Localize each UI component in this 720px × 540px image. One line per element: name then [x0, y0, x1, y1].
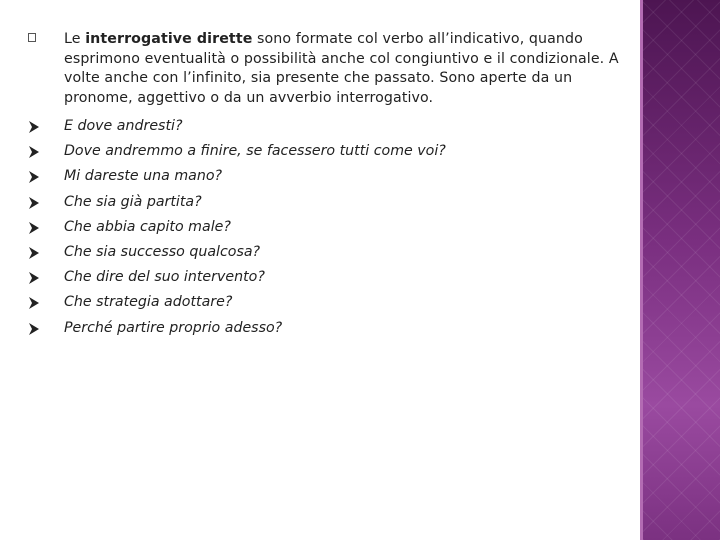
example-text: E dove andresti?: [64, 118, 183, 134]
arrow-bullet-icon: [29, 247, 39, 259]
list-item: [28, 215, 628, 240]
example-text: Perché partire proprio adesso?: [64, 319, 283, 336]
arrow-bullet-icon: [29, 222, 39, 234]
example-text: Che dire del suo intervento?: [64, 269, 265, 286]
example-text: Che abbia capito male?: [64, 218, 231, 235]
list-item: [28, 114, 628, 139]
decorative-side-panel: [640, 0, 720, 540]
list-item: [28, 240, 628, 265]
list-item: [28, 265, 628, 290]
square-bullet-icon: [28, 33, 36, 42]
arrow-bullet-icon: [29, 197, 39, 209]
intro-bold-term: interrogative dirette: [85, 31, 253, 47]
arrow-bullet-icon: [29, 171, 39, 183]
example-text: Dove andremmo a finire, se facessero tutti come voi?: [64, 143, 446, 160]
intro-paragraph: [28, 30, 628, 108]
example-text: Che sia successo qualcosa?: [64, 243, 261, 260]
list-item: [28, 139, 628, 164]
list-item: [28, 164, 628, 189]
intro-text-before: Le: [64, 31, 86, 47]
example-text: Che sia già partita?: [64, 193, 202, 210]
list-item: [28, 316, 628, 341]
examples-list: [28, 114, 628, 341]
arrow-bullet-icon: [29, 121, 39, 133]
arrow-bullet-icon: [29, 323, 39, 335]
example-text: Mi dareste una mano?: [64, 168, 223, 185]
example-text: Che strategia adottare?: [64, 294, 233, 311]
intro-text-after: sono formate col verbo all’indicativo, quando esprimono eventualità o possibilità anche col congiuntivo e il condizionale. A volte anche con l’infinito, sia presente che passato. Sono aperte da un pronome, aggettivo o da un avverbio interrogativo.: [64, 31, 619, 106]
arrow-bullet-icon: [29, 272, 39, 284]
list-item: [28, 290, 628, 315]
slide-content: [28, 30, 628, 341]
list-item: [28, 190, 628, 215]
arrow-bullet-icon: [29, 146, 39, 158]
arrow-bullet-icon: [29, 297, 39, 309]
